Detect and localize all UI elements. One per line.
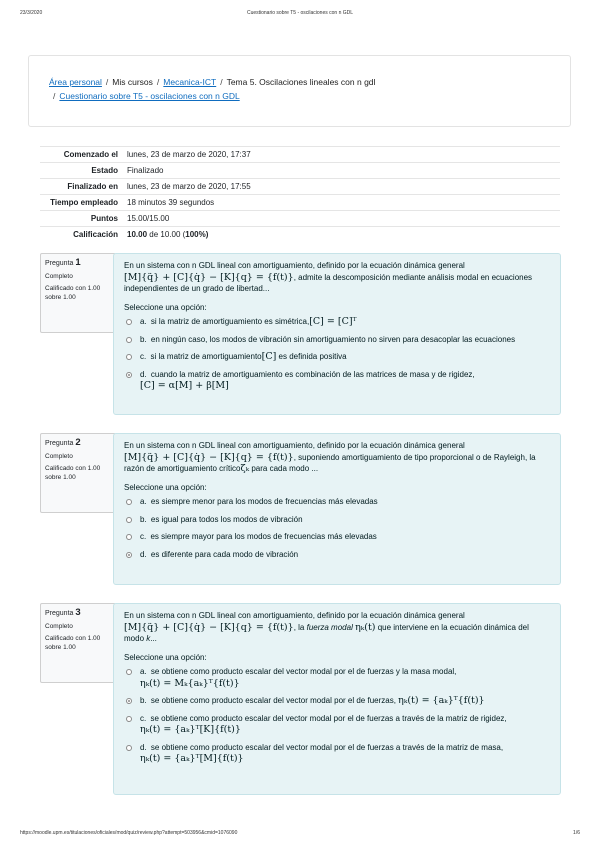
answer-option[interactable] xyxy=(126,666,550,689)
radio-button[interactable] xyxy=(126,534,132,540)
question-state: Completo xyxy=(45,622,73,630)
breadcrumb-quiz-link[interactable]: Cuestionario sobre T5 - oscilaciones con n GDL xyxy=(59,91,240,101)
option-math: ηₖ(t) = Mₖ{aₖ}ᵀ{f(t)} xyxy=(140,677,240,689)
question-number-value: 1 xyxy=(75,257,81,268)
option-label xyxy=(140,351,550,363)
answer-prompt: Seleccione una opción: xyxy=(124,482,207,492)
question-text-mid: que interviene en la ecuación dinámica del modo xyxy=(124,622,529,643)
option-letter: a. xyxy=(140,317,147,326)
answer-option[interactable] xyxy=(126,549,550,561)
question-equation: [M]{q̈} + [C]{q̇} − [K]{q} = {f(t)} xyxy=(124,451,294,463)
option-letter: c. xyxy=(140,713,147,723)
option-text: es siempre menor para los modos de frecuencias más elevadas xyxy=(150,497,378,506)
option-label xyxy=(140,742,550,765)
question-content xyxy=(113,433,561,585)
question-text-rest: , la xyxy=(293,622,307,632)
summary-value: 15.00/15.00 xyxy=(127,214,170,223)
option-math: ηₖ(t) = {aₖ}ᵀ{f(t)} xyxy=(398,695,485,706)
question-state: Completo xyxy=(45,272,73,280)
option-text: en ningún caso, los modos de vibración sin amortiguamiento no sirven para desacoplar las ecuaciones xyxy=(150,334,516,344)
question-math-inline: ζₖ xyxy=(240,463,250,474)
option-math: ηₖ(t) = {aₖ}ᵀ[M]{f(t)} xyxy=(140,753,244,764)
option-label xyxy=(140,496,550,508)
question-number-value: 3 xyxy=(75,607,81,618)
summary-value: lunes, 23 de marzo de 2020, 17:37 xyxy=(127,150,251,159)
option-text: se obtiene como producto escalar del vector modal por el de fuerzas a través de la matriz de rigidez, xyxy=(150,713,507,723)
option-text: es diferente para cada modo de vibración xyxy=(150,549,299,559)
answer-option[interactable] xyxy=(126,742,550,765)
print-date: 23/3/2020 xyxy=(20,10,43,16)
breadcrumb-separator: / xyxy=(53,91,56,101)
print-title: Cuestionario sobre T5 - oscilaciones con n GDL xyxy=(246,10,354,16)
question-math-inline: ηₖ(t) xyxy=(355,621,376,633)
option-letter: a. xyxy=(140,667,147,676)
option-text: se obtiene como producto escalar del vector modal por el de fuerzas a través de la matriz de masa, xyxy=(150,742,504,752)
question-number xyxy=(45,439,111,449)
question-grade: Calificado con 1.00 sobre 1.00 xyxy=(45,635,101,651)
option-letter: d. xyxy=(140,549,147,559)
option-math: ηₖ(t) = {aₖ}ᵀ[K]{f(t)} xyxy=(140,724,241,735)
option-text: cuando la matriz de amortiguamiento es combinación de las matrices de masa y de rigidez, xyxy=(150,369,475,379)
option-letter: b. xyxy=(140,514,147,524)
question-label: Pregunta xyxy=(45,610,74,617)
question-grade: Calificado con 1.00 sobre 1.00 xyxy=(45,285,101,301)
radio-button[interactable] xyxy=(126,354,132,360)
option-label xyxy=(140,514,550,526)
summary-row xyxy=(40,179,560,195)
breadcrumb-card xyxy=(28,55,571,127)
option-text: si la matriz de amortiguamiento es simétrica, xyxy=(150,317,310,326)
question-label: Pregunta xyxy=(45,260,74,267)
option-label xyxy=(140,713,550,736)
option-text: si la matriz de amortiguamiento xyxy=(150,352,262,361)
question-number xyxy=(45,259,111,269)
breadcrumb-separator: / xyxy=(105,77,109,87)
option-label xyxy=(140,316,550,328)
option-text: se obtiene como producto escalar del vector modal por el de fuerzas y la masa modal, xyxy=(150,667,457,676)
question-text xyxy=(124,440,550,475)
grade-mid: de 10.00 ( xyxy=(147,230,186,239)
question-text-intro: En un sistema con n GDL lineal con amortiguamiento, definido por la ecuación dinámica general xyxy=(124,441,465,450)
radio-button[interactable] xyxy=(126,517,132,523)
option-letter: c. xyxy=(140,532,147,541)
answer-option[interactable] xyxy=(126,496,550,508)
question-equation: [M]{q̈} + [C]{q̇} − [K]{q} = {f(t)} xyxy=(124,621,294,633)
question-italic-k: k xyxy=(146,634,151,643)
option-text: es siempre mayor para los modos de frecuencias más elevadas xyxy=(150,532,377,541)
option-letter: d. xyxy=(140,742,147,752)
breadcrumb-my-courses: Mis cursos xyxy=(112,77,153,87)
answer-option[interactable] xyxy=(126,531,550,543)
option-text: se obtiene como producto escalar del vector modal por el de fuerzas, xyxy=(150,696,396,705)
question-text xyxy=(124,260,550,295)
option-letter: b. xyxy=(140,696,147,705)
option-label xyxy=(140,549,550,561)
radio-button[interactable] xyxy=(126,669,132,675)
grade-percent: 100% xyxy=(185,230,206,239)
question-text-intro: En un sistema con n GDL lineal con amortiguamiento, definido por la ecuación dinámica general xyxy=(124,261,465,270)
summary-label: Comenzado el xyxy=(63,150,118,159)
breadcrumb-separator: / xyxy=(220,77,223,87)
question-number xyxy=(45,609,111,619)
option-letter: c. xyxy=(140,352,147,361)
option-letter: d. xyxy=(140,369,147,379)
question-info xyxy=(40,433,116,513)
option-label xyxy=(140,369,550,392)
print-url: https://moodle.upm.es/titulaciones/oficiales/mod/quiz/review.php?attempt=503956&cmid=1076090 xyxy=(20,830,238,836)
radio-button-selected[interactable] xyxy=(126,372,132,378)
summary-value xyxy=(124,227,560,243)
summary-value: 18 minutos 39 segundos xyxy=(127,198,215,207)
answer-option[interactable] xyxy=(126,514,550,526)
answer-option[interactable] xyxy=(126,316,550,328)
question-label: Pregunta xyxy=(45,440,74,447)
breadcrumb-home-link[interactable]: Área personal xyxy=(49,77,102,87)
option-text-rest: es definida positiva xyxy=(276,352,347,361)
summary-label: Calificación xyxy=(73,230,118,239)
option-math: [C] xyxy=(261,351,277,362)
summary-label: Tiempo empleado xyxy=(50,198,118,207)
question-text xyxy=(124,610,550,645)
answer-option[interactable] xyxy=(126,351,550,363)
question-state: Completo xyxy=(45,452,73,460)
attempt-summary-table xyxy=(40,146,560,242)
question-content xyxy=(113,603,561,795)
question-number-value: 2 xyxy=(75,437,81,448)
question-text-end: para cada modo ... xyxy=(249,464,319,473)
breadcrumb-topic: Tema 5. Oscilaciones lineales con n gdl xyxy=(226,77,376,87)
summary-value: lunes, 23 de marzo de 2020, 17:55 xyxy=(127,182,251,191)
radio-button[interactable] xyxy=(126,499,132,505)
question-text-rest: , suponiendo amortiguamiento de tipo proporcional o de Rayleigh, la razón de amortiguamiento crítico xyxy=(124,452,536,473)
option-label xyxy=(140,531,550,543)
print-page-number: 1/6 xyxy=(573,830,580,836)
option-label xyxy=(140,334,550,346)
answer-prompt: Seleccione una opción: xyxy=(124,302,207,312)
summary-value: Finalizado xyxy=(127,166,164,175)
answer-option[interactable] xyxy=(126,713,550,736)
radio-button-selected[interactable] xyxy=(126,552,132,558)
summary-label: Finalizado en xyxy=(67,182,118,191)
grade-value: 10.00 xyxy=(127,230,148,239)
breadcrumb-separator: / xyxy=(156,77,160,87)
option-letter: a. xyxy=(140,497,147,506)
option-label xyxy=(140,695,550,707)
question-text-intro: En un sistema con n GDL lineal con amortiguamiento, definido por la ecuación dinámica general xyxy=(124,611,465,620)
summary-label: Estado xyxy=(91,166,118,175)
option-math: [C] = α[M] + β[M] xyxy=(140,380,229,391)
radio-button[interactable] xyxy=(126,337,132,343)
answer-option[interactable] xyxy=(126,334,550,346)
answer-option[interactable] xyxy=(126,695,550,707)
summary-row xyxy=(40,211,560,227)
option-label xyxy=(140,666,550,689)
summary-label: Puntos xyxy=(90,214,118,223)
summary-row xyxy=(40,163,560,179)
summary-row-grade xyxy=(40,227,560,243)
question-text-end: ... xyxy=(150,634,157,643)
radio-button[interactable] xyxy=(126,745,132,751)
question-equation: [M]{q̈} + [C]{q̇} − [K]{q} = {f(t)} xyxy=(124,271,294,283)
summary-row xyxy=(40,195,560,211)
answer-option[interactable] xyxy=(126,369,550,392)
radio-button[interactable] xyxy=(126,319,132,325)
radio-button-selected[interactable] xyxy=(126,698,132,704)
question-italic: fuerza modal xyxy=(306,622,353,632)
question-text-rest: , admite la descomposición mediante análisis modal en ecuaciones independientes de un grado de libertad... xyxy=(124,272,533,293)
answer-prompt: Seleccione una opción: xyxy=(124,652,207,662)
summary-row xyxy=(40,147,560,163)
breadcrumb xyxy=(49,75,529,103)
radio-button[interactable] xyxy=(126,716,132,722)
question-info xyxy=(40,603,116,683)
question-content xyxy=(113,253,561,415)
question-info xyxy=(40,253,116,333)
breadcrumb-course-link[interactable]: Mecanica-ICT xyxy=(163,77,217,87)
option-text: es igual para todos los modos de vibración xyxy=(150,514,303,524)
question-grade: Calificado con 1.00 sobre 1.00 xyxy=(45,465,101,481)
option-math: [C] = [C]ᵀ xyxy=(309,316,357,327)
grade-end: ) xyxy=(205,230,209,239)
option-letter: b. xyxy=(140,334,147,344)
